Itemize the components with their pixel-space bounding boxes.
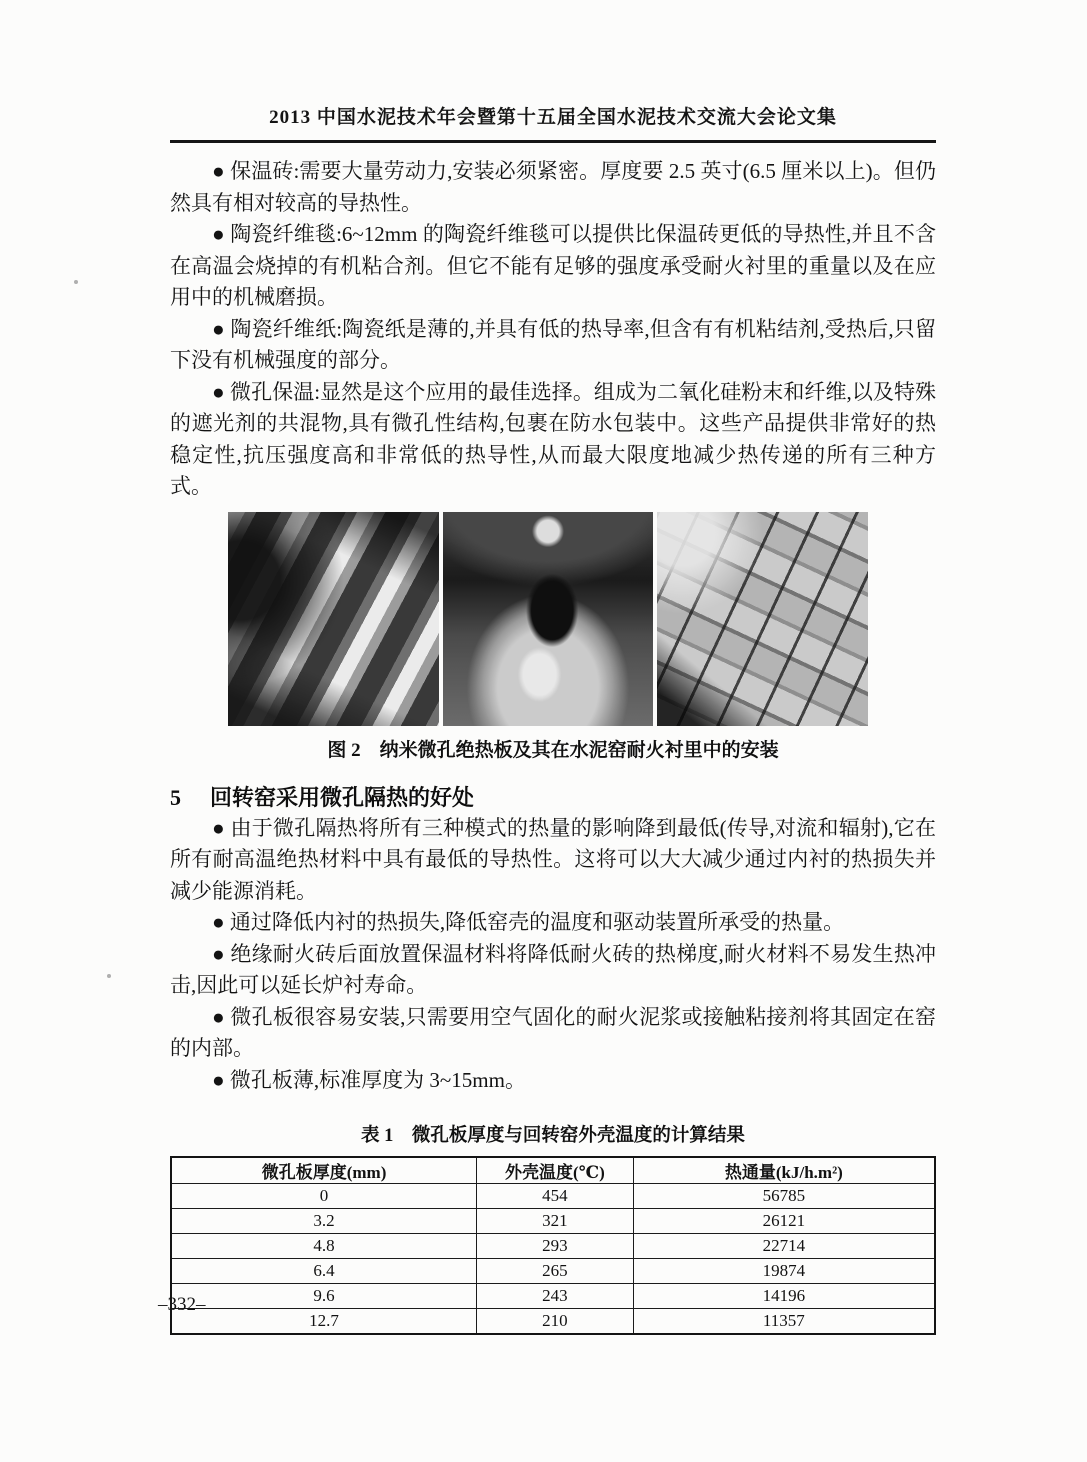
header-rule <box>170 140 936 143</box>
bullet-paragraph-microporous-insulation: ● 微孔保温:显然是这个应用的最佳选择。组成为二氧化硅粉末和纤维,以及特殊的遮光剂的共混物,具有微孔性结构,包裹在防水包装中。这些产品提供非常好的热稳定性,抗压强度高和非常低的热导性,从而最大限度地减少热传递的所有三种方式。 <box>170 379 936 498</box>
bullet-paragraph-lowest-conductivity: ● 由于微孔隔热将所有三种模式的热量的影响降到最低(传导,对流和辐射),它在所有耐高温绝热材料中具有最低的导热性。这将可以大大减少通过内衬的热损失并减少能源消耗。 <box>170 815 936 903</box>
table-row <box>171 1209 935 1234</box>
table-row <box>171 1234 935 1259</box>
scan-speck <box>74 280 78 284</box>
cell-shell-temp: 210 <box>477 1309 634 1335</box>
cell-thickness: 12.7 <box>171 1309 477 1335</box>
table-row <box>171 1184 935 1209</box>
table-row <box>171 1309 935 1335</box>
cell-thickness: 3.2 <box>171 1209 477 1234</box>
table-caption: 表 1 微孔板厚度与回转窑外壳温度的计算结果 <box>361 1126 745 1146</box>
bullet-paragraph-shell-temperature: ● 通过降低内衬的热损失,降低窑壳的温度和驱动装置所承受的热量。 <box>212 910 845 934</box>
bullet-paragraph-thin-boards: ● 微孔板薄,标准厚度为 3~15mm。 <box>212 1067 526 1092</box>
cell-heat-flux: 14196 <box>633 1284 935 1309</box>
figure-2-photos <box>228 512 868 726</box>
section-number: 5 <box>170 784 181 810</box>
bullet-paragraph-easy-installation: ● 微孔板很容易安装,只需要用空气固化的耐火泥浆或接触粘接剂将其固定在窑的内部。 <box>170 1004 936 1060</box>
col-header-thickness: 微孔板厚度(mm) <box>171 1157 477 1184</box>
page-number: –332– <box>158 1294 206 1315</box>
table-header-row <box>171 1157 935 1184</box>
cell-heat-flux: 11357 <box>633 1309 935 1335</box>
cell-heat-flux: 19874 <box>633 1259 935 1284</box>
cell-thickness: 6.4 <box>171 1259 477 1284</box>
cell-thickness: 9.6 <box>171 1284 477 1309</box>
cell-thickness: 0 <box>171 1184 477 1209</box>
cell-shell-temp: 265 <box>477 1259 634 1284</box>
cell-heat-flux: 56785 <box>633 1184 935 1209</box>
col-header-heat-flux: 热通量(kJ/h.m²) <box>633 1157 935 1184</box>
calculation-results-table <box>170 1156 936 1335</box>
kiln-interior-installation-photo <box>443 512 654 726</box>
cell-heat-flux: 26121 <box>633 1209 935 1234</box>
proceedings-header: 2013 中国水泥技术年会暨第十五届全国水泥技术交流大会论文集 <box>269 107 837 128</box>
cell-shell-temp: 243 <box>477 1284 634 1309</box>
table-row <box>171 1284 935 1309</box>
scan-speck <box>107 974 111 978</box>
cell-shell-temp: 321 <box>477 1209 634 1234</box>
brick-lining-photo <box>657 512 868 726</box>
section-title: 回转窑采用微孔隔热的好处 <box>210 784 475 810</box>
page-content <box>170 102 936 1335</box>
insulation-boards-photo <box>228 512 439 726</box>
col-header-shell-temp: 外壳温度(℃) <box>477 1157 634 1184</box>
figure-caption: 图 2 纳米微孔绝热板及其在水泥窑耐火衬里中的安装 <box>327 739 779 761</box>
bullet-paragraph-thermal-gradient: ● 绝缘耐火砖后面放置保温材料将降低耐火砖的热梯度,耐火材料不易发生热冲击,因此可以延长炉衬寿命。 <box>170 941 936 997</box>
cell-shell-temp: 293 <box>477 1234 634 1259</box>
bullet-paragraph-insulating-brick: ● 保温砖:需要大量劳动力,安装必须紧密。厚度要 2.5 英寸(6.5 厘米以上)。但仍然具有相对较高的导热性。 <box>170 159 936 215</box>
section-heading <box>170 783 936 813</box>
cell-shell-temp: 454 <box>477 1184 634 1209</box>
cell-thickness: 4.8 <box>171 1234 477 1259</box>
cell-heat-flux: 22714 <box>633 1234 935 1259</box>
bullet-paragraph-ceramic-fiber-blanket: ● 陶瓷纤维毯:6~12mm 的陶瓷纤维毯可以提供比保温砖更低的导热性,并且不含在高温会烧掉的有机粘合剂。但它不能有足够的强度承受耐火衬里的重量以及在应用中的机械磨损。 <box>170 222 936 309</box>
table-row <box>171 1259 935 1284</box>
bullet-paragraph-ceramic-fiber-paper: ● 陶瓷纤维纸:陶瓷纸是薄的,并具有低的热导率,但含有有机粘结剂,受热后,只留下没有机械强度的部分。 <box>170 316 936 372</box>
